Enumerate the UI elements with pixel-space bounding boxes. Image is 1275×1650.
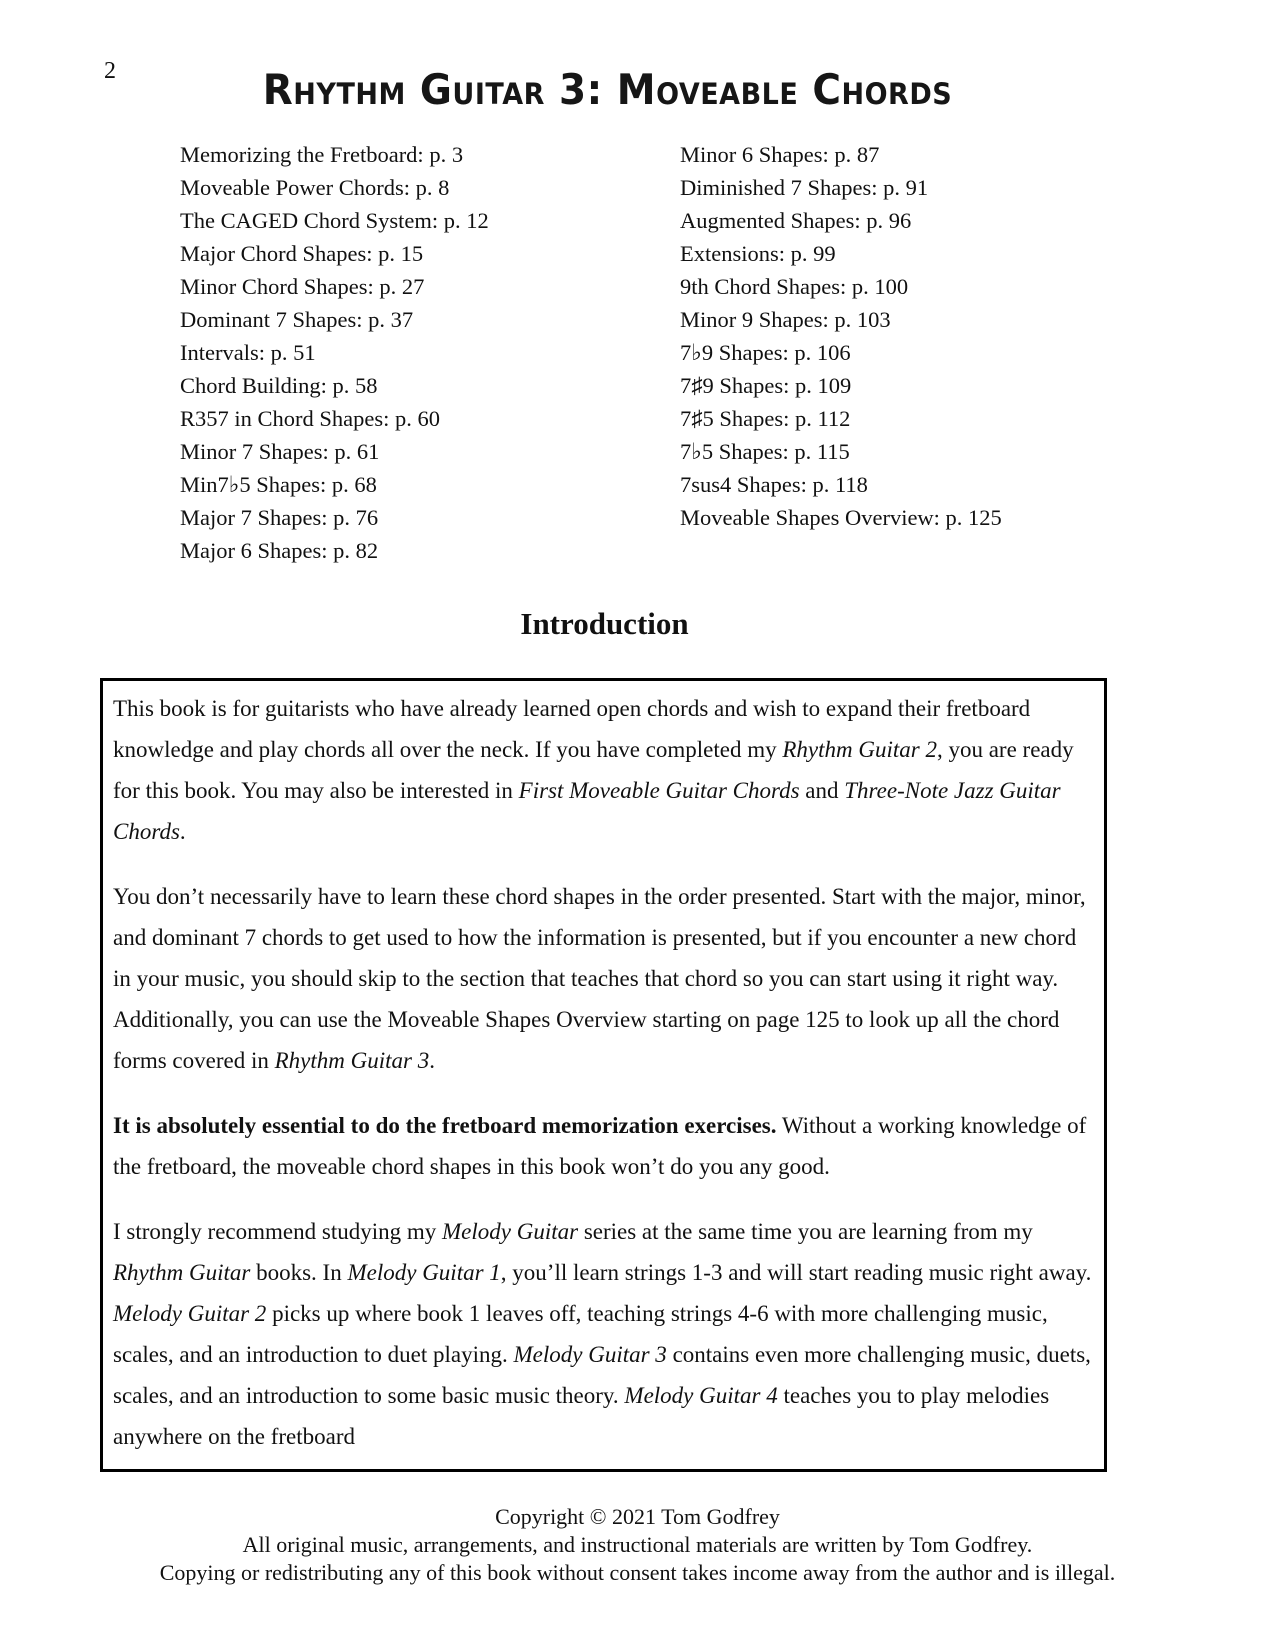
toc-item: Major 7 Shapes: p. 76	[180, 505, 379, 530]
text-run: series at the same time you are learning from my	[578, 1219, 1033, 1244]
toc-item: Minor 7 Shapes: p. 61	[180, 439, 380, 464]
table-of-contents	[180, 138, 1215, 567]
copyright-footer	[0, 1503, 1275, 1587]
toc-item: 7♭5 Shapes: p. 115	[680, 439, 850, 464]
toc-item: Minor 9 Shapes: p. 103	[680, 307, 891, 332]
toc-item: 7♭9 Shapes: p. 106	[680, 340, 851, 365]
toc-item: 7sus4 Shapes: p. 118	[680, 472, 868, 497]
footer-line: Copyright © 2021 Tom Godfrey	[495, 1504, 780, 1529]
introduction-heading: Introduction	[520, 606, 689, 641]
intro-paragraph	[113, 1105, 1092, 1187]
text-run: This book is for guitarists who have already learned open chords and wish to expand their fretboard knowledge and play chords all over the neck. If you have completed my	[113, 696, 1031, 762]
page-number: 2	[104, 58, 116, 84]
italic-text-run: Melody Guitar 4	[624, 1383, 778, 1408]
introduction-text-box	[100, 678, 1107, 1472]
toc-item: 7♯9 Shapes: p. 109	[680, 373, 852, 398]
italic-text-run: Melody Guitar 3	[513, 1342, 667, 1367]
intro-paragraph	[113, 688, 1092, 852]
toc-item: Augmented Shapes: p. 96	[680, 208, 912, 233]
toc-left-column	[180, 138, 680, 567]
toc-item: Extensions: p. 99	[680, 241, 836, 266]
toc-item: Moveable Shapes Overview: p. 125	[680, 505, 1002, 530]
toc-item: Dominant 7 Shapes: p. 37	[180, 307, 414, 332]
italic-text-run: Three-Note Jazz Guitar Chords	[113, 778, 1061, 844]
toc-item: Minor 6 Shapes: p. 87	[680, 142, 880, 167]
text-run: .	[429, 1048, 435, 1073]
toc-item: The CAGED Chord System: p. 12	[180, 208, 489, 233]
text-run: teaches you to play melodies anywhere on the fretboard	[113, 1383, 1050, 1449]
italic-text-run: Rhythm Guitar 3	[274, 1048, 430, 1073]
italic-text-run: Melody Guitar	[442, 1219, 579, 1244]
footer-line: Copying or redistributing any of this book without consent takes income away from the author and is illegal.	[159, 1560, 1116, 1585]
intro-paragraph	[113, 876, 1092, 1081]
text-run: .	[179, 819, 186, 844]
toc-item: 9th Chord Shapes: p. 100	[680, 274, 909, 299]
toc-item: Diminished 7 Shapes: p. 91	[680, 175, 929, 200]
text-run: You don’t necessarily have to learn these chord shapes in the order presented. Start with the major, minor, and dominant 7 chords to get used to how the information is presented, but if you encounter a new chord in your music, you should skip to the section that teaches that chord so you can start using it right way. Additionally, you can use the Moveable Shapes Overview starting on page 125 to look up all the chord forms covered in	[113, 884, 1086, 1073]
footer-line: All original music, arrangements, and instructional materials are written by Tom Godfrey.	[242, 1532, 1033, 1557]
text-run: picks up where book 1 leaves off, teaching strings 4-6 with more challenging music, scales, and an introduction to duet playing.	[113, 1301, 1048, 1367]
italic-text-run: Rhythm Guitar 2	[782, 737, 937, 762]
italic-text-run: Melody Guitar 1	[347, 1260, 501, 1285]
text-run: I strongly recommend studying my	[113, 1219, 442, 1244]
italic-text-run: First Moveable Guitar Chords	[518, 778, 800, 803]
toc-item: Intervals: p. 51	[180, 340, 316, 365]
toc-item: R357 in Chord Shapes: p. 60	[180, 406, 441, 431]
toc-item: Minor Chord Shapes: p. 27	[180, 274, 425, 299]
toc-right-column	[680, 138, 1215, 567]
toc-item: Min7♭5 Shapes: p. 68	[180, 472, 377, 497]
toc-item: Major Chord Shapes: p. 15	[180, 241, 424, 266]
text-run: books. In	[250, 1260, 348, 1285]
intro-paragraph	[113, 1211, 1092, 1457]
italic-text-run: Melody Guitar 2	[113, 1301, 267, 1326]
text-run: contains even more challenging music, duets, scales, and an introduction to some basic music theory.	[113, 1342, 1091, 1408]
toc-item: Moveable Power Chords: p. 8	[180, 175, 450, 200]
toc-item: Major 6 Shapes: p. 82	[180, 538, 379, 563]
text-run: , you are ready for this book. You may also be interested in	[113, 737, 1074, 803]
text-run: and	[799, 778, 845, 803]
text-run: , you’ll learn strings 1-3 and will start reading music right away.	[500, 1260, 1092, 1285]
toc-item: 7♯5 Shapes: p. 112	[680, 406, 851, 431]
toc-item: Chord Building: p. 58	[180, 373, 378, 398]
bold-text-run: It is absolutely essential to do the fretboard memorization exercises.	[113, 1113, 777, 1138]
book-title: Rhythm Guitar 3: Moveable Chords	[262, 66, 953, 115]
toc-item: Memorizing the Fretboard: p. 3	[180, 142, 464, 167]
text-run: Without a working knowledge of the fretboard, the moveable chord shapes in this book won’t do you any good.	[113, 1113, 1087, 1179]
italic-text-run: Rhythm Guitar	[113, 1260, 251, 1285]
